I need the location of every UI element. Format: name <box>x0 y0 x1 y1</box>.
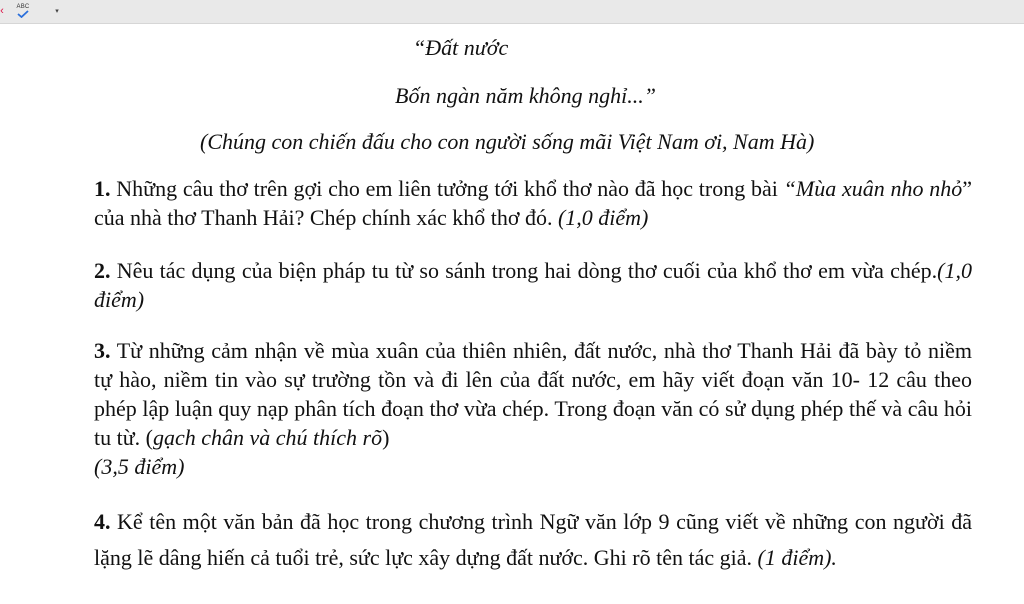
document-page <box>0 24 1024 604</box>
spellcheck-icon <box>17 10 29 18</box>
question-3-number: 3. <box>94 338 111 363</box>
question-4-text: Kể tên một văn bản đã học trong chương trình Ngữ văn lớp 9 cũng viết về những con người đã lặng lẽ dâng hiến cả tuổi trẻ, sức lực xây dựng đất nước. Ghi rõ tên tác giả. <box>94 509 972 570</box>
question-1-title: “Mùa xuân nho nhỏ <box>783 176 963 201</box>
question-3-text: Từ những cảm nhận về mùa xuân của thiên nhiên, đất nước, nhà thơ Thanh Hải đã bày tỏ niềm tự hào, niềm tin vào sự trường tồn và đi lên của đất nước, em hãy viết đoạn văn 10- 12 câu theo phép lập luận quy nạp phân tích đoạn thơ vừa chép. Trong đoạn văn có sử dụng phép thế và câu hỏi tu từ. ( <box>94 338 972 450</box>
spellcheck-button[interactable] <box>13 2 33 20</box>
question-2-number: 2. <box>94 258 111 283</box>
question-2 <box>94 256 972 314</box>
question-3-text-2: ) <box>382 425 390 450</box>
undo-mark-icon[interactable]: ‹ <box>0 5 4 17</box>
question-1-score: (1,0 điểm) <box>557 205 649 230</box>
question-1 <box>94 174 972 232</box>
dropdown-arrow-icon[interactable]: ▾ <box>55 8 59 15</box>
poem-source: (Chúng con chiến đấu cho con người sống mãi Việt Nam ơi, Nam Hà) <box>200 129 815 154</box>
question-2-score: (1,0 điểm) <box>94 258 972 312</box>
question-3 <box>94 336 972 481</box>
toolbar <box>0 0 1024 24</box>
question-4-number: 4. <box>94 509 111 534</box>
spellcheck-label: ABC <box>16 4 30 10</box>
poem-line-1: “Đất nước <box>413 35 509 60</box>
question-3-note: gạch chân và chú thích rõ <box>152 425 383 450</box>
question-1-text-2: ” của nhà thơ Thanh Hải? Chép chính xác khổ thơ đó. <box>94 176 972 230</box>
question-4-score: (1 điểm). <box>757 545 837 570</box>
question-3-score: (3,5 điểm) <box>94 454 185 479</box>
question-1-number: 1. <box>94 176 111 201</box>
poem-line-2: Bốn ngàn năm không nghỉ...” <box>395 83 656 108</box>
question-4 <box>94 504 972 576</box>
question-2-text: Nêu tác dụng của biện pháp tu từ so sánh trong hai dòng thơ cuối của khổ thơ em vừa chép. <box>110 258 938 283</box>
question-1-text: Những câu thơ trên gợi cho em liên tưởng tới khổ thơ nào đã học trong bài <box>110 176 784 201</box>
